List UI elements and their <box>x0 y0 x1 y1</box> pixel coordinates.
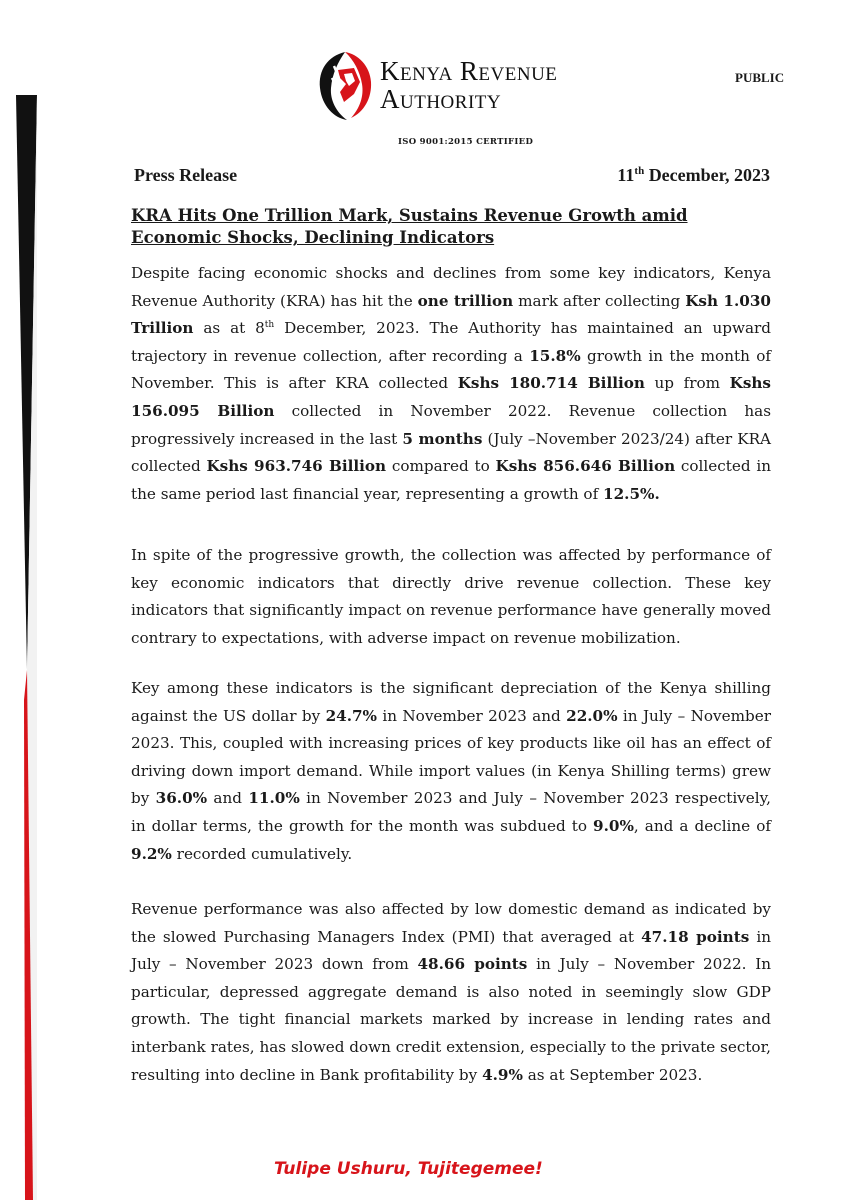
kra-logo <box>314 48 614 124</box>
iso-certification: ISO 9001:2015 CERTIFIED <box>398 137 534 147</box>
paragraph-3: Key among these indicators is the significant depreciation of the Kenya shilling against the US dollar by 24.7% in November 2023 and 22.0% in July – November 2023. This, coupled with increasing prices of key products like oil has an effect of driving down import demand. While import values (in Kenya Shilling terms) grew by 36.0% and 11.0% in November 2023 and July – November 2023 respectively, in dollar terms, the growth for the month was subdued to 9.0%, and a decline of 9.2% recorded cumulatively. <box>131 679 771 863</box>
org-name-line2: Authority <box>380 84 502 114</box>
paragraph-4: Revenue performance was also affected by low domestic demand as indicated by the slowed Purchasing Managers Index (PMI) that averaged at 47.18 points in July – November 2023 down from 48.66 points in July – November 2022. In particular, depressed aggregate demand is also noted in seemingly slow GDP growth. The tight financial markets marked by increase in lending rates and interbank rates, has slowed down credit extension, especially to the private sector, resulting into decline in Bank profitability by 4.9% as at September 2023. <box>131 900 771 1084</box>
side-stripe-decoration <box>0 0 40 1200</box>
classification-label: PUBLIC <box>735 70 785 85</box>
org-name-line1: Kenya Revenue <box>380 56 558 86</box>
paragraph-2: In spite of the progressive growth, the collection was affected by performance of key economic indicators that directly drive revenue collection. These key indicators that significantly impact on revenue performance have generally moved contrary to expectations, with adverse impact on revenue mobilization. <box>131 546 771 647</box>
footer-motto: Tulipe Ushuru, Tujitegemee! <box>274 1159 543 1179</box>
release-date: 11th December, 2023 <box>617 165 770 185</box>
press-release-label: Press Release <box>134 165 238 185</box>
kra-lion-icon <box>314 48 376 124</box>
paragraph-1: Despite facing economic shocks and declines from some key indicators, Kenya Revenue Authority (KRA) has hit the one trillion mark after collecting Ksh 1.030 Trillion as at 8th December, 2023. The Authority has maintained an upward trajectory in revenue collection, after recording a 15.8% growth in the month of November. This is after KRA collected Kshs 180.714 Billion up from Kshs 156.095 Billion collected in November 2022. Revenue collection has progressively increased in the last 5 months (July –November 2023/24) after KRA collected Kshs 963.746 Billion compared to Kshs 856.646 Billion collected in the same period last financial year, representing a growth of 12.5%. <box>131 264 772 503</box>
headline: KRA Hits One Trillion Mark, Sustains Revenue Growth amid Economic Shocks, Declining Indicators <box>131 206 688 247</box>
